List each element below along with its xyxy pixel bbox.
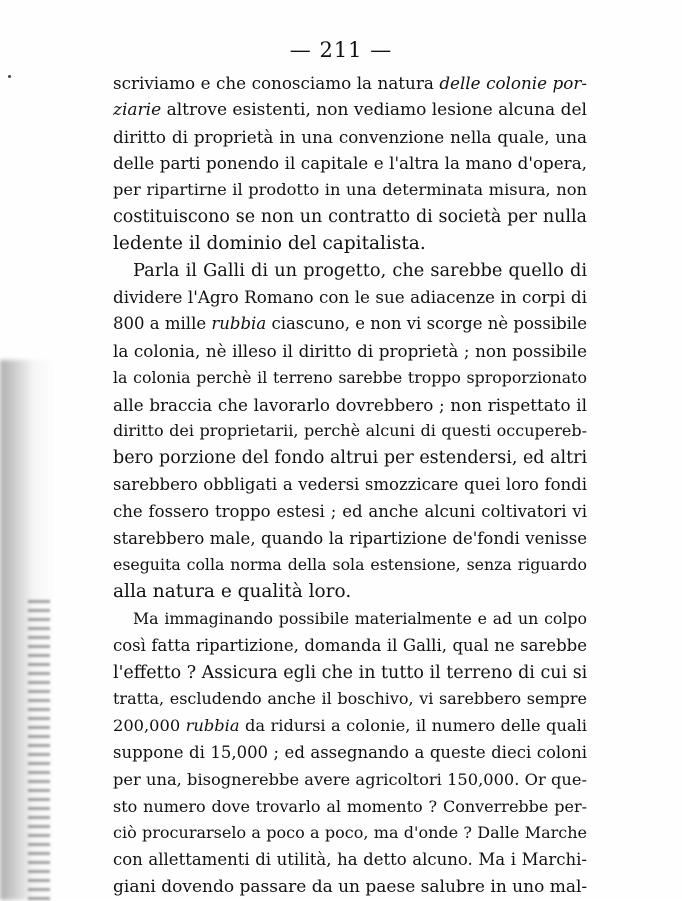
- text-line: diritto dei proprietarii, perchè alcuni di questi occuperеb-: [113, 421, 587, 441]
- page-number: — 211 —: [289, 38, 393, 62]
- text-line: diritto di proprietà in una convenzione nella quale, una: [113, 126, 587, 147]
- text-line: eseguita colla norma della sola estensione, senza riguardo: [113, 555, 587, 575]
- text-line: 200,000 rubbia da ridursi a colonie, il numero delle quali: [113, 716, 587, 736]
- text-line: Ma immaginando possibile materialmente e ad un colpo: [133, 608, 587, 628]
- text-line: costituiscono se non un contratto di società per nulla: [113, 206, 587, 227]
- text-line: Parla il Galli di un progetto, che sarebbe quello di: [133, 260, 587, 281]
- page-edge-damage: [28, 600, 50, 900]
- text-line: 800 a mille rubbia ciascuno, e non vi scorge nè possibile: [113, 314, 587, 334]
- text-line: giani dovendo passare da un paese salubre in uno mal-: [113, 876, 588, 897]
- text-line: così fatta ripartizione, domanda il Galli, qual ne sarebbe: [113, 635, 587, 655]
- text-line: sto numero dove trovarlo al momento ? Converrebbe per-: [113, 796, 587, 816]
- text-line: con allettamenti di utilità, ha detto alcuno. Ma i Marchi-: [113, 850, 587, 870]
- text-line: alle braccia che lavorarlo dovrebbero ; non rispettato il: [113, 394, 587, 415]
- text-line: bero porzione del fondo altrui per estendersi, ed altri: [113, 448, 588, 469]
- text-line: suppone di 15,000 ; ed assegnando a queste dieci coloni: [113, 742, 587, 762]
- text-line: la colonia perchè il terreno sarebbe troppo sproporzionato: [113, 367, 587, 387]
- text-line: per ripartirne il prodotto in una determinata misura, non: [113, 180, 587, 200]
- text-line: alla natura e qualità loro.: [113, 581, 352, 603]
- text-line: per una, bisognerebbe avere agricoltori 150,000. Or que-: [113, 769, 587, 789]
- text-line: starebbero male, quando la ripartizione de'fondi venisse: [113, 528, 587, 548]
- text-line: scriviamo e che conosciamo la natura delle colonie por-: [113, 73, 587, 93]
- body-text: [113, 70, 587, 901]
- text-line: che fossero troppo estesi ; ed anche alcuni coltivatori vi: [113, 501, 587, 521]
- text-line: ledente il dominio del capitalista.: [113, 232, 426, 254]
- text-line: sarebbero obbligati a vedersi smozzicare quei loro fondi: [113, 474, 587, 494]
- text-line: ziarie altrove esistenti, non vediamo lesione alcuna del: [113, 99, 587, 120]
- ink-speck: [8, 75, 11, 78]
- text-line: l'effetto ? Assicura egli che in tutto il terreno di cui si: [113, 662, 588, 683]
- text-line: delle parti ponendo il capitale e l'altra la mano d'opera,: [113, 153, 587, 174]
- text-line: la colonia, nè illeso il diritto di proprietà ; non possibile: [113, 340, 587, 361]
- text-line: tratta, escludendo anche il boschivo, vi sarebbero sempre: [113, 689, 587, 709]
- text-line: ciò procurarselo a poco a poco, ma d'onde ? Dalle Marche: [113, 823, 587, 843]
- text-line: dividere l'Agro Romano con le sue adiacenze in corpi di: [113, 287, 587, 308]
